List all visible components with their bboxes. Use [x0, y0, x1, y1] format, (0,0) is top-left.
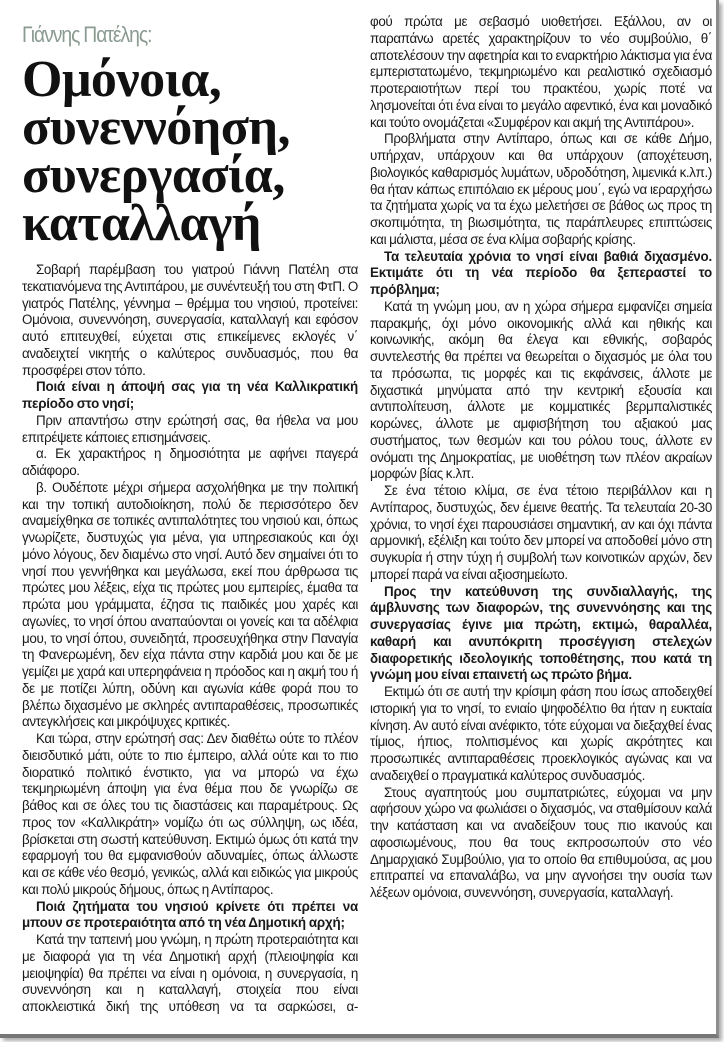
- left-column: [22, 0, 358, 1016]
- answer-paragraph: Κατά τη γνώμη μου, αν η χώρα σήμερα εμφανίζει σημεία παρακμής, όχι μόνο οικονομικής αλλά και ηθικής και κοινωνικής, ακόμη θα έλεγα και εθνικής, σοβαρός συντελεστής θα πρέπει να θεωρείται ο διχασμός με όλα του τα πρόσωπα, τις μορφές και τις εκφάνσεις, άλλοτε με διχαστικά μηνύματα από την κεντρική εξουσία και αντιπολίτευση, άλλοτε με κομματικές βερμπαλιστικές κορώνες, άλλοτε με αμφισβήτηση του αξιακού μας συστήματος, των θεσμών και του ρόλου τους, άλλοτε εν ονόματι της Δημοκρατίας, με υιοθέτηση των πλέον ακραίων μορφών βίας κ.λπ.: [370, 298, 712, 482]
- intro-paragraph: Σοβαρή παρέμβαση του γιατρού Γιάννη Πατέλη στα τεκατιανόμενα της Αντιπάρου, με συνέντευξή του στη ΦτΠ. Ο γιατρός Πατέλης, γέννημα – θρέμμα του νησιού, προτείνει: Ομόνοια, συνεννόηση, συνεργασία, καταλλαγή και εφόσον αυτό επιτευχθεί, εύχεται στις επικείμενες εκλογές ν΄ αναδειχτεί νικητής ο καλύτερος συνδυασμός, που θα προσφέρει στον τόπο.: [22, 262, 358, 378]
- answer-paragraph: Προβλήματα στην Αντίπαρο, όπως και σε κάθε Δήμο, υπήρχαν, υπάρχουν και θα υπάρχουν (αποχέτευση, βιολογικός καθαρισμός λυμάτων, υδροδότηση, λιμενικά κ.λπ.) θα ήταν κάπως επιπόλαιο εκ μέρους μου΄, εγώ να ιεραρχήσω τα ζητήματα χωρίς να τα έχω μελετήσει σε βάθος ως προς τη σκοπιμότητα, τη βιωσιμότητα, τις παράπλευρες επιπτώσεις και μάλιστα, μέσα σε ένα κλίμα σοβαρής κρίσης.: [370, 131, 712, 247]
- answer-paragraph: Κατά την ταπεινή μου γνώμη, η πρώτη προτεραιότητα και με διαφορά για τη νέα Δημοτική αρχή (πλειοψηφία και μειοψηφία) θα πρέπει να είναι η ομόνοια, η συνεργασία, η συνεννόηση και η καταλλαγή, στοιχεία που είναι αποκλειστικά δική της υπόθεση να τα σαρκώσει, α-: [22, 932, 358, 1014]
- question-3: Τα τελευταία χρόνια το νησί είναι βαθιά διχασμένο. Εκτιμάτε ότι τη νέα περίοδο θα ξεπεραστεί το πρόβλημα;: [370, 248, 712, 297]
- headline: [22, 51, 358, 252]
- right-column: [370, 14, 712, 902]
- headline-line: συνεννόηση,: [22, 99, 291, 156]
- question-2: Ποιά ζητήματα του νησιού κρίνετε ότι πρέπει να μπουν σε προτεραιότητα από τη νέα Δημοτική αρχή;: [22, 898, 358, 931]
- author-byline: Γιάννης Πατέλης:: [22, 22, 152, 47]
- answer-paragraph: Σε ένα τέτοιο κλίμα, σε ένα τέτοιο περιβάλλον και η Αντίπαρος, δυστυχώς, δεν έμεινε θεατής. Τα τελευταία 20-30 χρόνια, το νησί έχει παρουσιάσει σημαντική, αν και όχι πάντα αρμονική, εξέλιξη και τούτο δεν μπορεί να αποδοθεί μόνο στη συγκυρία ή στην τύχη ή συμβολή των κοινοτικών αρχών, δεν μπορεί παρά να είναι αξιοσημείωτο.: [370, 483, 712, 582]
- headline-line: Ομόνοια,: [22, 51, 222, 108]
- answer-paragraph: α. Εκ χαρακτήρος η δημοσιότητα με αφήνει παγερά αδιάφορο.: [22, 446, 358, 478]
- answer-paragraph: β. Ουδέποτε μέχρι σήμερα ασχολήθηκα με την πολιτική και την τοπική αυτοδιοίκηση, πολύ δε περισσότερο δεν αναμείχθηκα σε τοπικές αντιπαλότητες του νησιού και, όπως γνωρίζετε, δυστυχώς για μένα, για υπηρεσιακούς και όχι μόνο λόγους, δεν διαμένω στο νησί. Αυτό δεν σημαίνει ότι το νησί που γεννήθηκα και μεγάλωσα, εκεί που άρθρωσα τις πρώτες μου λέξεις, είχα τις πρώτες μου εμπειρίες, έμαθα τα πρώτα μου γράμματα, έζησα τις παιδικές μου χαρές και αγωνίες, το νησί όπου αναπαύονται οι γονείς και τα αδέλφια μου, το νησί όπου, συνειδητά, προσευχήθηκα στην Παναγία τη Φανερωμένη, δεν είχα πάντα στην καρδιά μου και δε με γεμίζει με χαρά και υπερηφάνεια η πρόοδος και η ακμή του ή δε με ποτίζει λύπη, οδύνη και αγωνία κάθε φορά που το βλέπω διχασμένο με σκληρές αντιπαραθέσεις, προσωπικές αντεγκλήσεις και μικρόψυχες κριτικές.: [22, 479, 358, 730]
- headline-line: καταλλαγή: [22, 195, 261, 252]
- headline-line: συνεργασία,: [22, 147, 285, 204]
- bold-paragraph: Προς την κατεύθυνση της συνδιαλλαγής, της άμβλυνσης των διαφορών, της συνεννόησης και της συνεργασίας έγινε μια πρώτη, εκτιμώ, θαραλλέα, καθαρή και ανυπόκριτη προσέγγιση στελεχών διαφορετικής ιδεολογικής τοποθέτησης, που κατά τη γνώμη μου είναι επαινετή ως πρώτο βήμα.: [370, 583, 712, 683]
- answer-paragraph: Στους αγαπητούς μου συμπατριώτες, εύχομαι να μην αφήσουν χώρο να φωλιάσει ο διχασμός, να σταθμίσουν καλά την κατάσταση και να αναδείξουν τους πιο ικανούς και αφοσιωμένους, που θα τους εκπροσωπούν στο νέο Δημαρχιακό Συμβούλιο, για το οποίο θα επιθυμούσα, ας μου επιτραπεί να επαναλάβω, να μην αγνοήσει την ουσία των λέξεων ομόνοια, συνεννόηση, συνεργασία, καταλλαγή.: [370, 784, 712, 900]
- question-1: Ποιά είναι η άποψή σας για τη νέα Καλλικρατική περίοδο στο νησί;: [22, 379, 358, 411]
- answer-paragraph: Εκτιμώ ότι σε αυτή την κρίσιμη φάση που ίσως αποδειχθεί ιστορική για το νησί, το ενιαίο ψηφοδέλτιο θα ήταν η ευκταία κίνηση. Αν αυτό είναι ανέφικτο, τότε εύχομαι να διεξαχθεί ένας τίμιος, ήπιος, πολιτισμένος και χωρίς ακρότητες και προσωπικές αντιπαραθέσεις προεκλογικός αγώνας και να αναδειχθεί ο πραγματικά καλύτερος συνδυασμός.: [370, 684, 712, 783]
- answer-paragraph: Και τώρα, στην ερώτησή σας: Δεν διαθέτω ούτε το πλέον διεισδυτικό μάτι, ούτε το πιο έμπειρο, αλλά ούτε και το πιο διορατικό πολιτικό ένστικτο, για να μπορώ να έχω τεκμηριωμένη άποψη για ένα θέμα που δε γνωρίζω σε βάθος και σε όλες του τις διαστάσεις και παραμέτρους. Ως προς τον «Καλλικράτη» νομίζω ότι ως σύλληψη, ως ιδέα, βρίσκεται στη σωστή κατεύθυνση. Εκτιμώ όμως ότι κατά την εφαρμογή του θα εμφανισθούν αδυναμίες, όπως άλλωστε και σε κάθε νέο θεσμό, γενικώς, αλλά και ειδικώς για μικρούς και πολύ μικρούς δήμους, όπως η Αντίπαρος.: [22, 731, 358, 897]
- answer-paragraph: Πριν απαντήσω στην ερώτησή σας, θα ήθελα να μου επιτρέψετε κάποιες επισημάνσεις.: [22, 412, 358, 445]
- answer-paragraph-continued: φού πρώτα με σεβασμό υιοθετήσει. Εξάλλου, αν οι παραπάνω αρετές χαρακτηρίζουν το νέο συμβούλιο, θ΄ αποτελέσουν την αφετηρία και το εναρκτήριο λάκτισμα για ένα εμπεριστατωμένο, τεκμηριωμένο και ρεαλιστικό σχεδιασμό προτεραιοτήτων περί του πρακτέου, χωρίς ποτέ να λησμονείται ότι ένα είναι το μεγάλο αφεντικό, ένα και μοναδικό και τούτο ονομάζεται «Συμφέρον και ακμή της Αντιπάρου».: [370, 14, 712, 130]
